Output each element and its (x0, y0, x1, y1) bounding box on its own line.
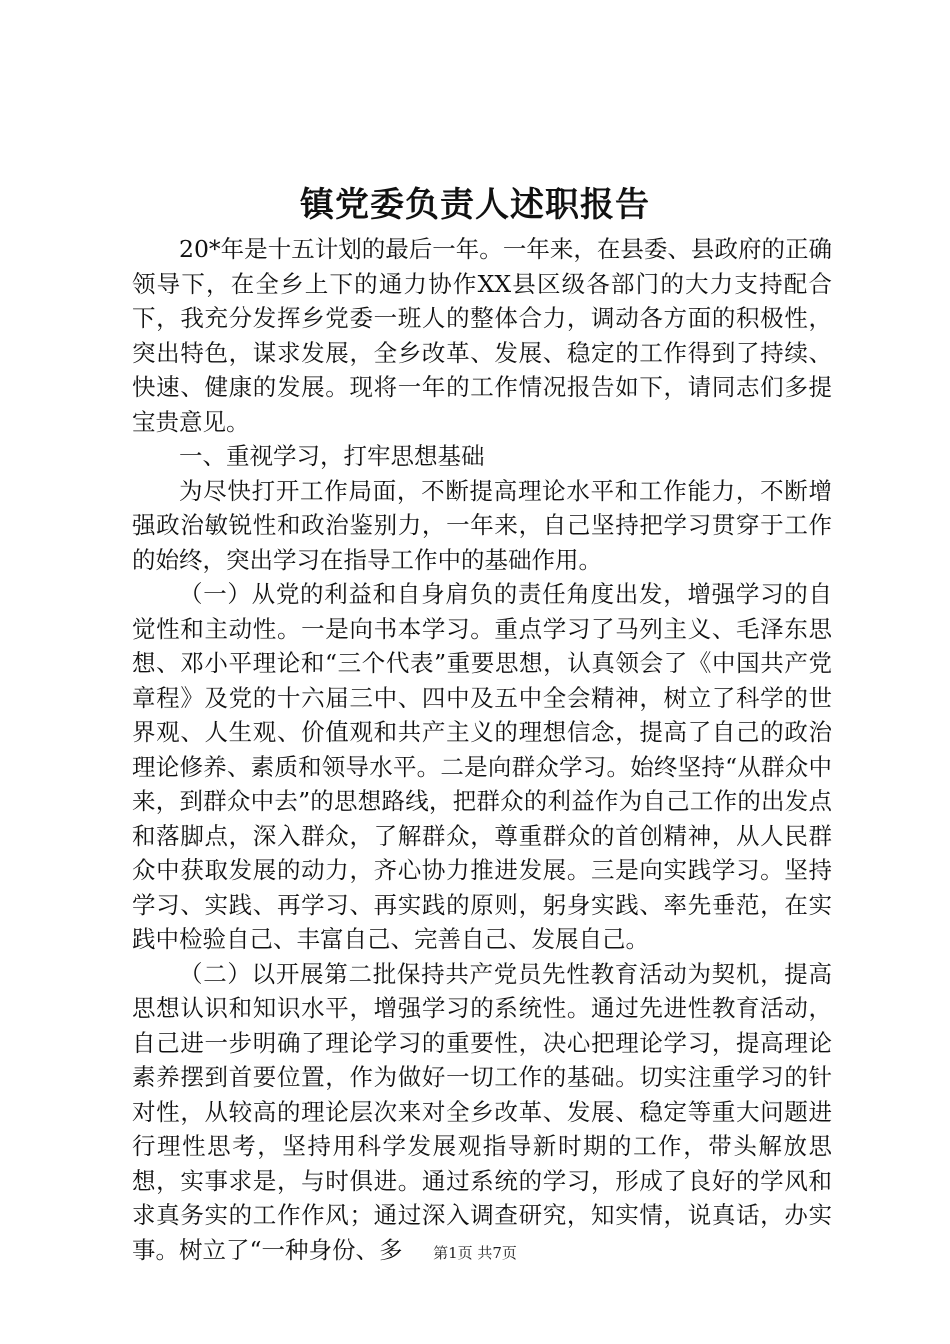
body-paragraph: （二）以开展第二批保持共产党员先性教育活动为契机，提高思想认识和知识水平，增强学习的系统性。通过先进性教育活动，自己进一步明确了理论学习的重要性，决心把理论学习，提高理论素养摆到首要位置，作为做好一切工作的基础。切实注重学习的针对性，从较高的理论层次来对全乡改革、发展、稳定等重大问题进行理性思考，坚持用科学发展观指导新时期的工作，带头解放思想，实事求是，与时俱进。通过系统的学习，形成了良好的学风和求真务实的工作作风；通过深入调查研究，知实情，说真话，办实事。树立了“一种身份、多 (132, 959, 832, 1264)
page-number: 第1页 共7页 (433, 1244, 517, 1262)
intro-paragraph: 20*年是十五计划的最后一年。一年来，在县委、县政府的正确领导下，在全乡上下的通力协作XX县区级各部门的大力支持配合下，我充分发挥乡党委一班人的整体合力，调动各方面的积极性，突出特色，谋求发展，全乡改革、发展、稳定的工作得到了持续、快速、健康的发展。现将一年的工作情况报告如下，请同志们多提宝贵意见。 (132, 235, 832, 436)
section-heading: 一、重视学习，打牢思想基础 (179, 442, 485, 470)
document-body (132, 232, 832, 1267)
body-paragraph: （一）从党的利益和自身肩负的责任角度出发，增强学习的自觉性和主动性。一是向书本学习。重点学习了马列主义、毛泽东思想、邓小平理论和“三个代表”重要思想，认真领会了《中国共产党章程》及党的十六届三中、四中及五中全会精神，树立了科学的世界观、人生观、价值观和共产主义的理想信念，提高了自己的政治理论修养、素质和领导水平。二是向群众学习。始终坚持“从群众中来，到群众中去”的思想路线，把群众的利益作为自己工作的出发点和落脚点，深入群众，了解群众，尊重群众的首创精神，从人民群众中获取发展的动力，齐心协力推进发展。三是向实践学习。坚持学习、实践、再学习、再实践的原则，躬身实践、率先垂范，在实践中检验自己、丰富自己、完善自己、发展自己。 (132, 580, 832, 953)
document-title: 镇党委负责人述职报告 (300, 185, 650, 225)
body-paragraph: 为尽快打开工作局面，不断提高理论水平和工作能力，不断增强政治敏锐性和政治鉴别力，一年来，自己坚持把学习贯穿于工作的始终，突出学习在指导工作中的基础作用。 (132, 476, 832, 574)
